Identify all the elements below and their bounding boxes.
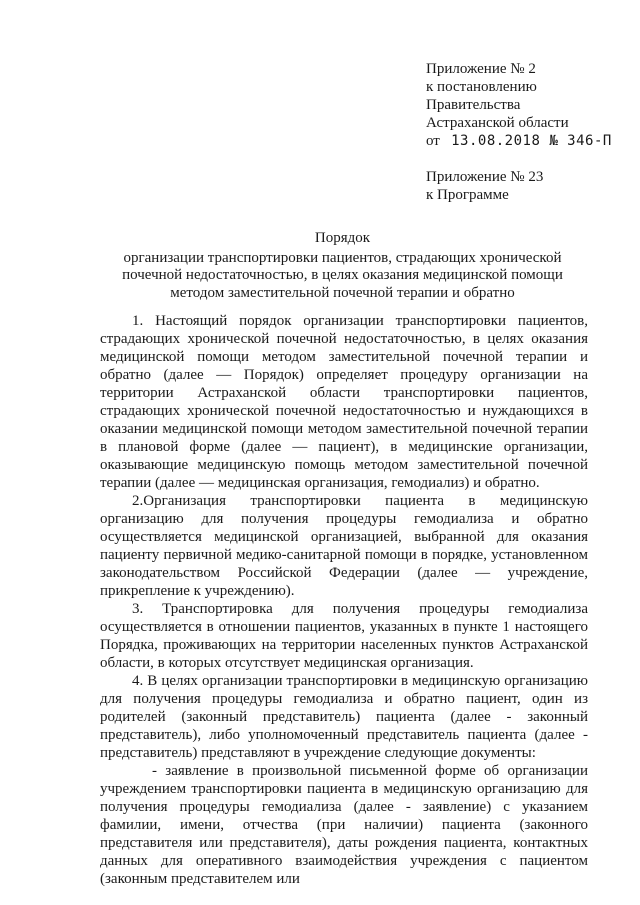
date-prefix: от (426, 133, 440, 149)
list-item-application: - заявление в произвольной письменной форме об организации учреждением транспортировки пациента в медицинскую организацию для получения процедуры гемодиализа (далее - заявление) с указанием фамилии, имени, отчества (при наличии) пациента (законного представителя или представителя), даты рождения пациента, контактных данных для оперативного взаимодействия учреждения с пациентом (законным представителем или (100, 763, 588, 887)
appendix-date-line (426, 132, 636, 150)
appendix-authority: Правительства (426, 97, 521, 113)
document-title (100, 230, 585, 302)
title-heading: Порядок (314, 230, 371, 246)
paragraph-2: 2.Организация транспортировки пациента в медицинскую организацию для получения процедуры гемодиализа и обратно осуществляется медицинской организацией, выбранной для оказания пациенту первичной медико-санитарной помощи в порядке, установленном законодательством Российской Федерации (далее — учреждение, прикрепление к учреждению). (100, 493, 588, 599)
appendix-number: Приложение № 2 (426, 61, 536, 77)
appendix-resolution-block (426, 60, 636, 150)
paragraph-3: 3. Транспортировка для получения процедуры гемодиализа осуществляется в отношении пациентов, указанных в пункте 1 настоящего Порядка, проживающих на территории населенных пунктов Астраханской области, в которых отсутствует медицинская организация. (100, 601, 588, 671)
date-stamp: 13.08.2018 № 346-П (451, 133, 612, 149)
program-appendix-number: Приложение № 23 (426, 169, 544, 185)
appendix-reference: к постановлению (426, 79, 537, 95)
appendix-region: Астраханской области (426, 115, 569, 131)
paragraph-4: 4. В целях организации транспортировки в медицинскую организацию для получения процедуры гемодиализа и обратно пациент, один из родителей (законный представитель) пациента (далее - законный представитель), либо уполномоченный представитель пациента (далее - представитель) представляют в учреждение следующие документы: (100, 673, 588, 761)
program-reference: к Программе (426, 187, 509, 203)
appendix-program-block (426, 168, 636, 204)
paragraph-1: 1. Настоящий порядок организации транспортировки пациентов, страдающих хронической почечной недостаточностью, в целях оказания медицинской помощи методом заместительной почечной терапии и обратно (далее — Порядок) определяет процедуру организации на территории Астраханской области транспортировки пациентов, страдающих хронической почечной недостаточностью и нуждающихся в оказании медицинской помощи методом заместительной почечной терапии в плановой форме (далее — пациент), в медицинские организации, оказывающие медицинскую помощь методом заместительной почечной терапии (далее — медицинская организация, гемодиализ) и обратно. (100, 313, 588, 491)
title-subtitle: организации транспортировки пациентов, страдающих хронической почечной недостаточностью, в целях оказания медицинской помощи методом заместительной почечной терапии и обратно (122, 249, 563, 301)
document-body (100, 312, 588, 888)
